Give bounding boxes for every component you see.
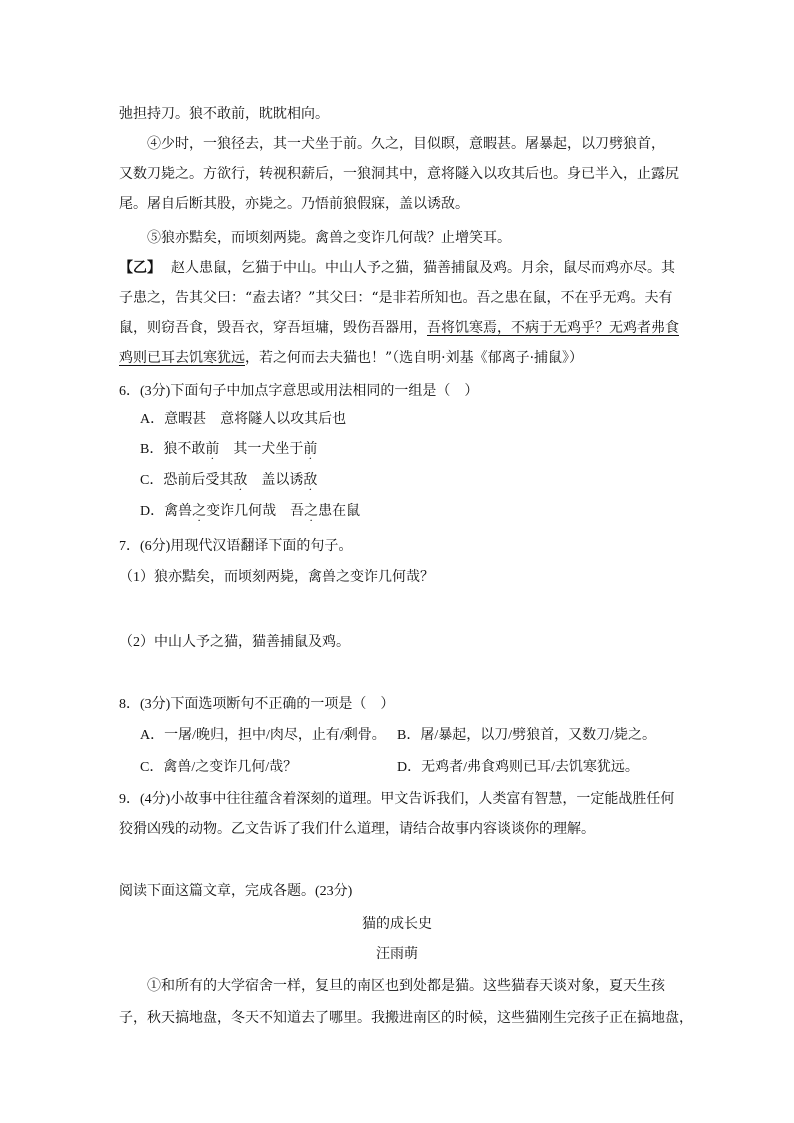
passage-tag: 【乙】 xyxy=(119,260,161,276)
question-stem-cont: 狡猾凶残的动物。乙文告诉了我们什么道理，请结合故事内容谈谈你的理解。 xyxy=(119,822,595,837)
article-line: ①和所有的大学宿舍一样，复旦的南区也到处都是猫。这些猫春天谈对象，夏天生孩 xyxy=(147,978,665,994)
option-c: C．恐前后受其敌 盖以诱敌 xyxy=(140,473,318,488)
option-a: A．意暇甚 意将隧人以攻其后也 xyxy=(140,412,347,427)
option-b: B．狼不敢前 其一犬坐于前 xyxy=(140,442,318,457)
article-author: 汪雨萌 xyxy=(376,946,418,962)
article-line: 子，秋天搞地盘，冬天不知道去了哪里。我搬进南区的时候，这些猫刚生完孩子正在搞地盘， xyxy=(119,1010,693,1026)
passage-line: 弛担持刀。狼不敢前，眈眈相向。 xyxy=(119,106,329,122)
sub-question: （2）中山人予之猫，猫善捕鼠及鸡。 xyxy=(119,635,350,650)
passage-line: 鼠，则窃吾食，毁吾衣，穿吾垣墉，毁伤吾器用，吾将饥寒焉，不病于无鸡乎？无鸡者弗食 xyxy=(119,320,679,336)
question-stem: 8．(3分)下面选项断句不正确的一项是（ ） xyxy=(119,697,395,712)
passage-line: 子患之，告其父曰：“盍去诸？”其父曰：“是非若所知也。吾之患在鼠，不在乎无鸡。夫有 xyxy=(119,290,673,306)
dotted-char: 敌 xyxy=(303,473,318,488)
passage-line: ⑤狼亦黠矣，而顷刻两毙。禽兽之变诈几何哉？止增笑耳。 xyxy=(147,230,511,246)
underlined-sentence: 吾将饥寒焉，不病于无鸡乎？无鸡者弗食 xyxy=(427,320,679,336)
article-title: 猫的成长史 xyxy=(362,916,432,932)
dotted-char: 前 xyxy=(205,442,220,457)
passage-line: 鸡则已耳去饥寒犹远，若之何而去夫猫也！”（选自明·刘基《郁离子·捕鼠》） xyxy=(119,350,584,366)
question-stem: 6．(3分)下面句子中加点字意思或用法相同的一组是（ ） xyxy=(119,384,479,399)
passage-line: 又数刀毙之。方欲行，转视积薪后，一狼洞其中，意将隧入以攻其后也。身已半入，止露尻 xyxy=(119,166,679,182)
question-stem: 9．(4分)小故事中往往蕴含着深刻的道理。甲文告诉我们，人类富有智慧，一定能战胜任何 xyxy=(119,792,675,807)
dotted-char: 之 xyxy=(192,504,207,519)
section-instruction: 阅读下面这篇文章，完成各题。(23分) xyxy=(119,884,353,899)
option-a: A．一屠/晚归，担中/肉尽，止有/剩骨。 xyxy=(140,728,386,743)
option-c: C．禽兽/之变诈几何/哉？ xyxy=(140,760,298,775)
sub-question: （1）狼亦黠矣，而顷刻两毙，禽兽之变诈几何哉？ xyxy=(119,570,434,585)
dotted-char: 前 xyxy=(303,442,318,457)
dotted-char: 敌 xyxy=(233,473,248,488)
passage-line: 【乙】 赵人患鼠，乞猫于中山。中山人予之猫，猫善捕鼠及鸡。月余，鼠尽而鸡亦尽。其 xyxy=(119,260,675,276)
option-d: D．禽兽之变诈几何哉 吾之患在鼠 xyxy=(140,504,361,519)
underlined-sentence: 鸡则已耳去饥寒犹远 xyxy=(119,350,245,366)
option-d: D．无鸡者/弗食鸡则已耳/去饥寒犹远。 xyxy=(397,760,639,775)
dotted-char: 之 xyxy=(304,504,319,519)
question-stem: 7．(6分)用现代汉语翻译下面的句子。 xyxy=(119,539,353,554)
option-b: B．屠/暴起，以刀/劈狼首，又数刀/毙之。 xyxy=(397,728,657,743)
passage-line: ④少时，一狼径去，其一犬坐于前。久之，目似瞑，意暇甚。屠暴起，以刀劈狼首， xyxy=(147,136,665,152)
passage-line: 尾。屠自后断其股，亦毙之。乃悟前狼假寐，盖以诱敌。 xyxy=(119,196,469,212)
